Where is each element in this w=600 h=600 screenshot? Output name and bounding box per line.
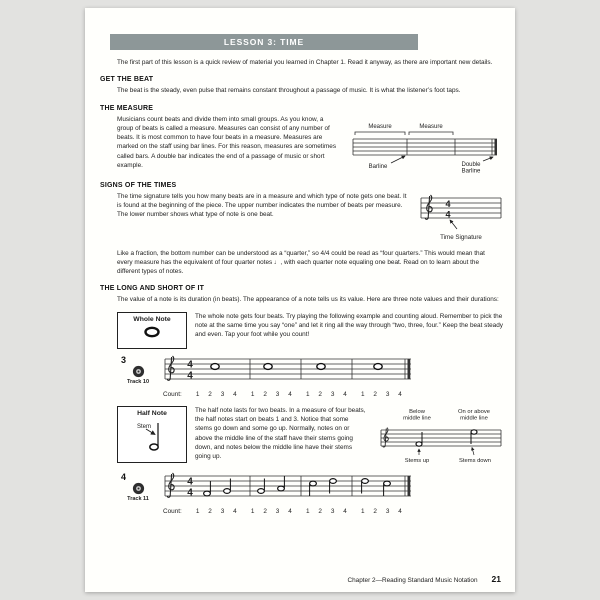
whole-note-box bbox=[117, 312, 187, 349]
half-note-row bbox=[117, 406, 505, 466]
section-title-the-measure: THE MEASURE bbox=[100, 104, 154, 112]
fraction-paragraph: Like a fraction, the bottom number can be understood as a “quarter,” so 4/4 could be read as “four quarters.” This would mean that every measure has the equivalent of four quarter notes ♩, with each quarter note equaling one beat. Read on to learn about the different types of notes. bbox=[117, 249, 485, 276]
stem-label: Stem bbox=[137, 423, 152, 430]
book-page bbox=[85, 8, 515, 592]
section-title-long-and-short: THE LONG AND SHORT OF IT bbox=[100, 285, 205, 293]
beat-paragraph: The beat is the steady, even pulse that remains constant throughout a passage of music. It is what the listener’s foot taps. bbox=[117, 87, 461, 95]
example-2-ts-bottom: 4 bbox=[187, 487, 193, 499]
half-note-staff bbox=[163, 472, 413, 500]
above-middle-line-label-1: On or above bbox=[458, 408, 490, 415]
whole-note-row bbox=[117, 312, 505, 349]
half-note-box-title: Half Note bbox=[137, 409, 167, 417]
example-2-main bbox=[163, 472, 515, 515]
example-1-ts-bottom: 4 bbox=[187, 370, 193, 382]
example-2-ts-top: 4 bbox=[187, 476, 193, 488]
half-note-box bbox=[117, 406, 187, 463]
treble-clef-icon bbox=[383, 427, 389, 446]
measure-paragraph: Musicians count beats and divide them into small groups. As you know, a group of beats is called a measure. Measures can consist of any number of beats. It is most common to have four beats in a measure. Measures are marked on the staff using bar lines. For this reason, measures are sometimes called bars. A double bar indicates the end of a passage of music or short example. bbox=[117, 115, 337, 169]
page-footer bbox=[348, 574, 502, 584]
example-1-main bbox=[163, 355, 515, 398]
section-title-get-the-beat: GET THE BEAT bbox=[100, 76, 154, 84]
treble-clef-icon bbox=[425, 195, 432, 219]
whole-note-icon bbox=[132, 323, 172, 341]
treble-clef-icon bbox=[167, 473, 174, 497]
barline-label: Barline bbox=[368, 163, 388, 170]
double-barline-label-line2: Barline bbox=[461, 168, 481, 173]
below-middle-line-label-1: Below bbox=[409, 408, 425, 415]
example-2-left-column bbox=[113, 472, 163, 515]
time-signature-top-number: 4 bbox=[445, 198, 451, 209]
example-1-ts-top: 4 bbox=[187, 359, 193, 371]
above-middle-line-label-2: middle line bbox=[460, 415, 488, 422]
music-example-2 bbox=[113, 472, 515, 515]
intro-paragraph: The first part of this lesson is a quick review of material you learned in Chapter 1. Read it anyway, as there are important new details. bbox=[117, 59, 493, 66]
signs-section-row bbox=[85, 192, 505, 244]
example-1-count-row bbox=[163, 391, 515, 398]
whole-note-box-title: Whole Note bbox=[133, 315, 171, 323]
time-signature-bottom-number: 4 bbox=[445, 209, 451, 220]
count-label: Count: bbox=[163, 507, 182, 515]
example-1-track-label: Track 10 bbox=[126, 378, 150, 385]
whole-note-staff bbox=[163, 355, 413, 383]
half-note-paragraph: The half note lasts for two beats. In a measure of four beats, the half notes start on beats 1 and 3. Notice that some stems go down and some go up. Normally, notes on or above the middle line of the staff have their stems going down, and notes below the middle line have their stems going up. bbox=[195, 406, 366, 461]
cd-track-icon bbox=[132, 482, 145, 495]
footer-page-number: 21 bbox=[491, 574, 501, 584]
footer-chapter-title: Chapter 2—Reading Standard Music Notation bbox=[347, 577, 478, 584]
whole-note-paragraph: The whole note gets four beats. Try playing the following example and counting aloud. Remember to pick the note at the same time you say “one” and let it ring all the way through “two, three, four.” Keep the beat steady and even. Tap your foot while you count! bbox=[195, 312, 503, 339]
half-note-icon bbox=[126, 417, 178, 455]
lesson-title: LESSON 3: TIME bbox=[223, 37, 305, 47]
stem-direction-figure bbox=[377, 406, 505, 466]
whole-notes bbox=[211, 363, 382, 369]
measure-section-row bbox=[85, 115, 505, 173]
count-numbers: 1 2 3 4 1 2 3 4 1 2 3 4 1 2 3 4 bbox=[195, 507, 402, 515]
count-numbers: 1 2 3 4 1 2 3 4 1 2 3 4 1 2 3 4 bbox=[195, 390, 402, 398]
stems-down-label: Stems down bbox=[459, 457, 491, 464]
example-2-track-label: Track 11 bbox=[127, 495, 149, 502]
treble-clef-icon bbox=[167, 356, 174, 380]
note-value-paragraph: The value of a note is its duration (in beats). The appearance of a note tells us its value. Here are three note values and their durations: bbox=[117, 296, 499, 304]
cd-track-icon bbox=[132, 365, 145, 378]
example-2-number: 4 bbox=[121, 471, 127, 482]
lesson-header-bar bbox=[110, 34, 418, 50]
time-signature-label: Time Signature bbox=[440, 233, 482, 241]
time-signature-figure bbox=[417, 192, 505, 244]
example-1-number: 3 bbox=[121, 354, 127, 365]
below-middle-line-label-2: middle line bbox=[403, 415, 431, 422]
measure-label-1: Measure bbox=[368, 123, 392, 130]
music-example-1 bbox=[113, 355, 515, 398]
section-title-signs-of-the-times: SIGNS OF THE TIMES bbox=[100, 181, 177, 189]
example-1-left-column bbox=[113, 355, 163, 398]
measure-label-2: Measure bbox=[419, 123, 443, 130]
double-barline-label-line1: Double bbox=[461, 161, 481, 168]
measure-barline-figure bbox=[345, 115, 505, 173]
example-2-count-row bbox=[163, 508, 515, 515]
count-label: Count: bbox=[163, 390, 182, 398]
signs-paragraph: The time signature tells you how many beats are in a measure and which type of note gets one beat. It is found at the beginning of the piece. The upper number indicates the number of beats per measure. The lower number shows what type of note is one beat. bbox=[117, 192, 407, 219]
stems-up-label: Stems up bbox=[404, 457, 430, 464]
